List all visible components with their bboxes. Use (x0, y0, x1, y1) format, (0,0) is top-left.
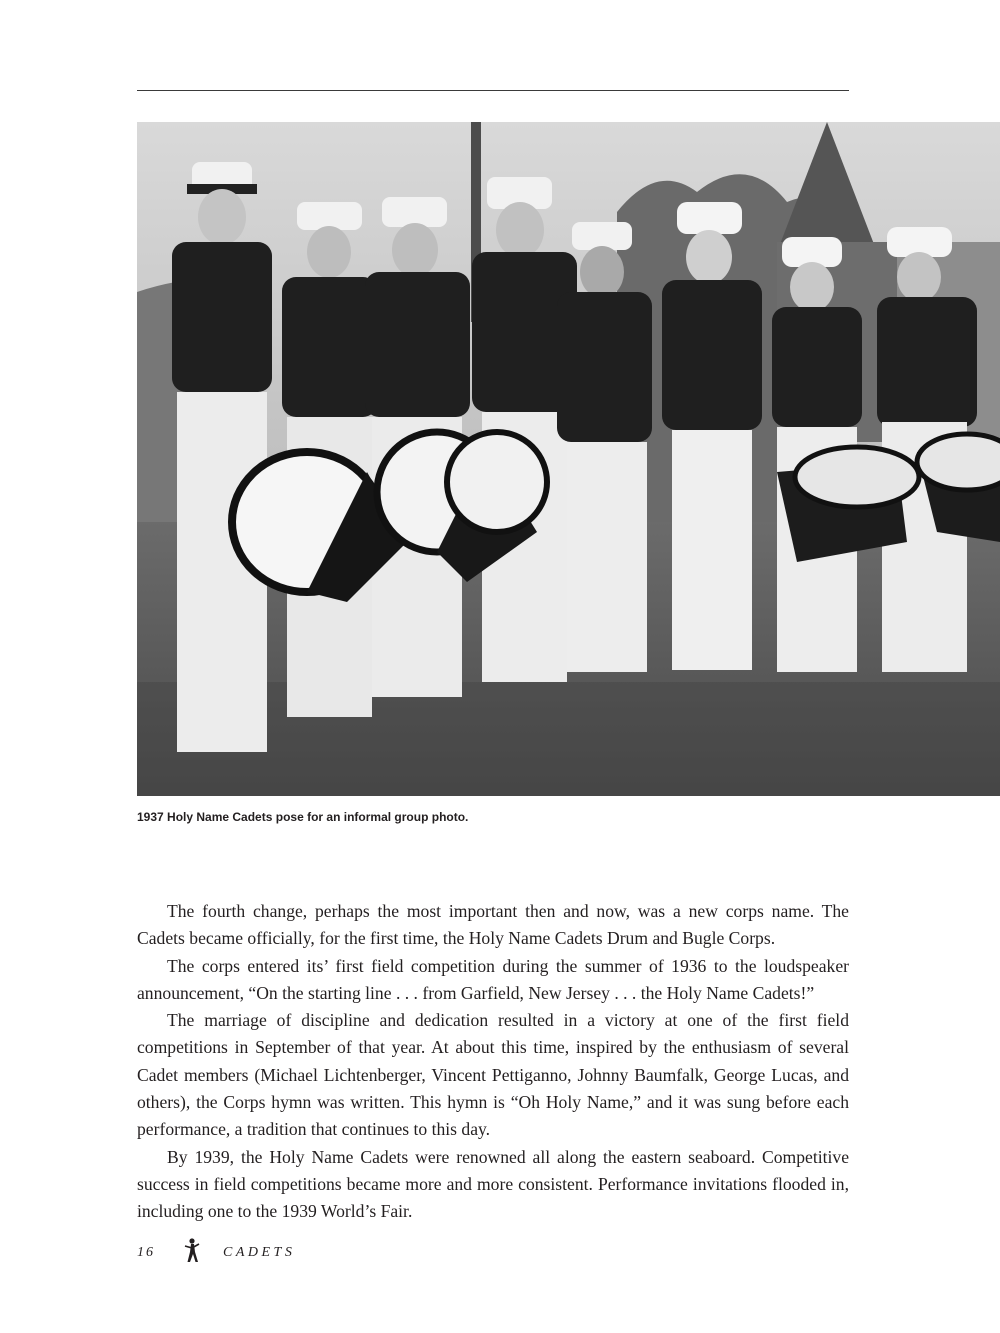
paragraph: The corps entered its’ first field competition during the summer of 1936 to the loudspeaker announcement, “On the starting line . . . from Garfield, New Jersey . . . the Holy Name Cadets!” (137, 955, 849, 1003)
group-photo-image (137, 122, 1000, 796)
drummer-logo-icon (183, 1238, 201, 1269)
page-footer (137, 1238, 295, 1268)
page-number: 16 (137, 1245, 155, 1260)
paragraph: The fourth change, perhaps the most important then and now, was a new corps name. The Cadets became officially, for the first time, the Holy Name Cadets Drum and Bugle Corps. (137, 901, 849, 949)
group-photo (137, 122, 1000, 796)
photo-caption: 1937 Holy Name Cadets pose for an informal group photo. (137, 810, 469, 824)
running-head: CADETS (223, 1245, 296, 1260)
paragraph: The marriage of discipline and dedication resulted in a victory at one of the first field competitions in September of that year. At about this time, inspired by the enthusiasm of several Cadet members (Michael Lichtenberger, Vincent Pettiganno, Johnny Baumfalk, George Lucas, and others), the Corps hymn was written. This hymn is “Oh Holy Name,” and it was sung before each performance, a tradition that continues to this day. (137, 1010, 849, 1140)
paragraph: By 1939, the Holy Name Cadets were renowned all along the eastern seaboard. Competitive success in field competitions became more and more consistent. Performance invitations flooded in, including one to the 1939 World’s Fair. (137, 1146, 849, 1222)
body-text (137, 898, 849, 1226)
header-rule (137, 90, 849, 91)
